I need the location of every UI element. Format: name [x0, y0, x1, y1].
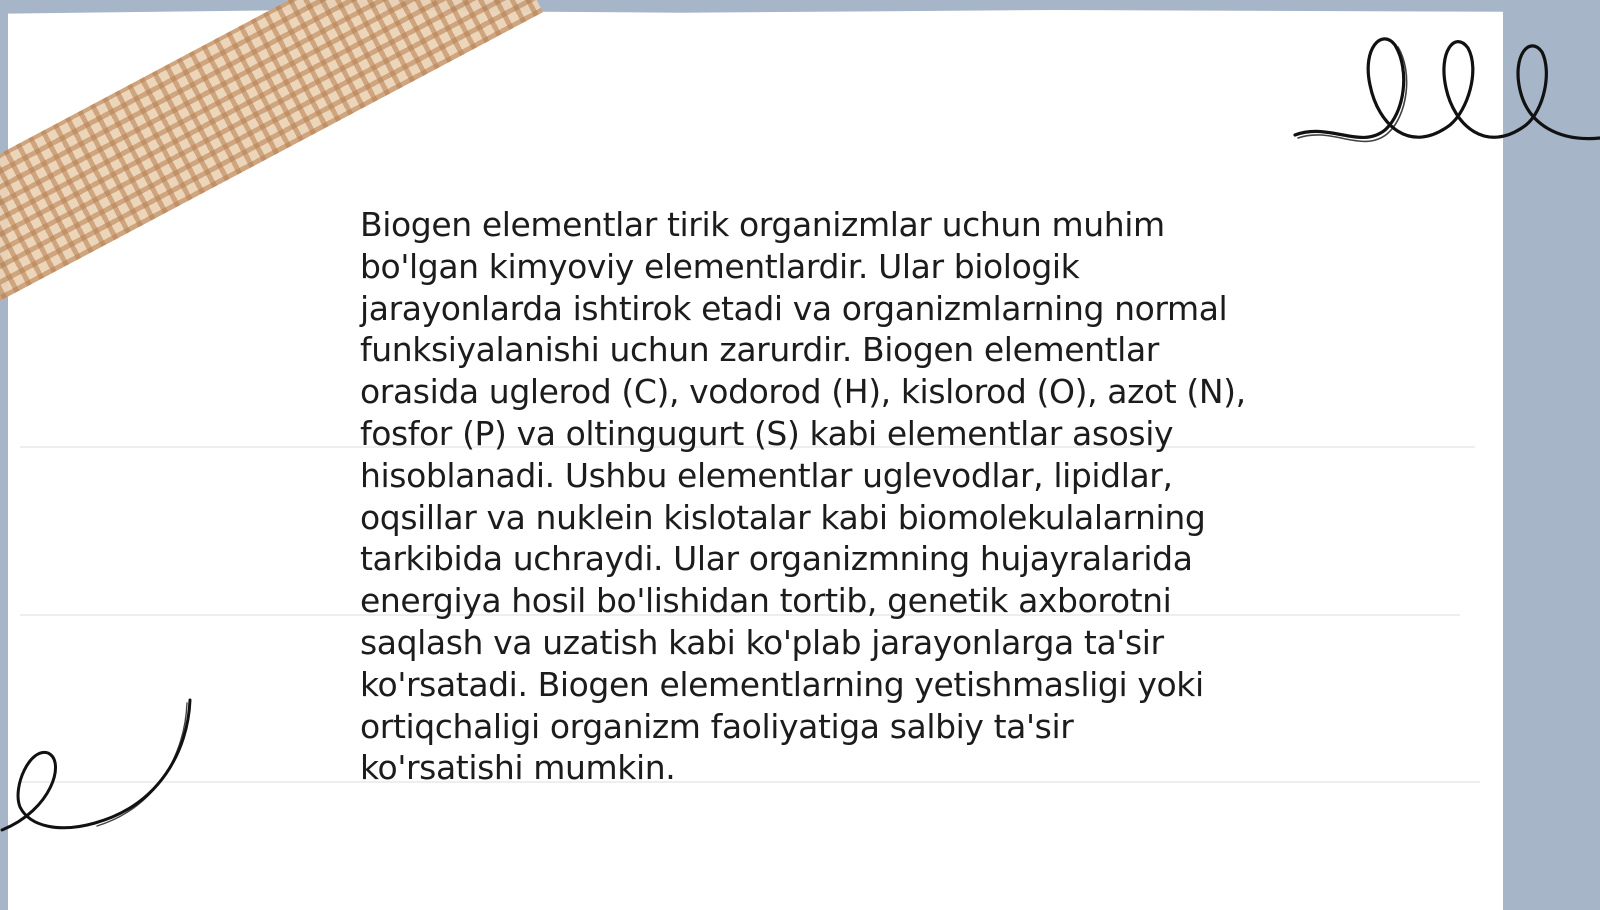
- loop-squiggle-icon: [1290, 30, 1600, 170]
- swirl-flourish-icon: [0, 695, 200, 855]
- main-paragraph: Biogen elementlar tirik organizmlar uchun muhim bo'lgan kimyoviy elementlardir. Ular biologik jarayonlarda ishtirok etadi va organizmlarning normal funksiyalanishi uchun zarurdir. Biogen elementlar orasida uglerod (C), vodorod (H), kislorod (O), azot (N), fosfor (P) va oltingugurt (S) kabi elementlar asosiy hisoblanadi. Ushbu elementlar uglevodlar, lipidlar, oqsillar va nuklein kislotalar kabi biomolekulalarning tarkibida uchraydi. Ular organizmning hujayralarida energiya hosil bo'lishidan tortib, genetik axborotni saqlash va uzatish kabi ko'plab jarayonlarga ta'sir ko'rsatadi. Biogen elementlarning yetishmasligi yoki ortiqchaligi organizm faoliyatiga salbiy ta'sir ko'rsatishi mumkin.: [360, 205, 1246, 788]
